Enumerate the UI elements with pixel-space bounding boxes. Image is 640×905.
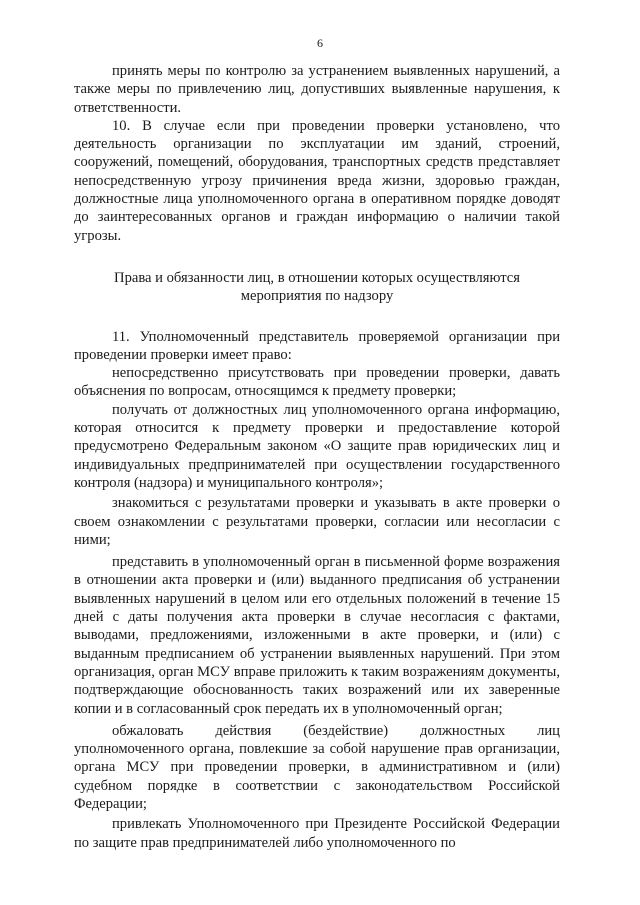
section-heading-line-1: Права и обязанности лиц, в отношении которых осуществляются <box>114 269 520 286</box>
paragraph-right-information: получать от должностных лиц уполномоченного органа информацию, которая относится к предмету проверки и предоставление которой предусмотрено Федеральным законом «О защите прав юридических лиц и индивидуальных предпринимателей при осуществлении государственного контроля (надзора) и муниципального контроля»; <box>74 401 560 491</box>
section-heading-line-2: мероприятия по надзору <box>240 288 394 305</box>
document-body <box>74 62 560 852</box>
paragraph-measures: принять меры по контролю за устранением выявленных нарушений, а также меры по привлечению лиц, допустивших выявленные нарушения, к ответственности. <box>74 63 560 116</box>
paragraph-right-ombudsman: привлекать Уполномоченного при Президенте Российской Федерации по защите прав предпринимателей либо уполномоченного по <box>74 816 560 851</box>
paragraph-right-objections: представить в уполномоченный орган в письменной форме возражения в отношении акта проверки и (или) выданного предписания об устранении выявленных нарушений в целом или его отдельных положений в течение 15 дней с даты получения акта проверки в случае несогласия с фактами, выводами, предложениями, изложенными в акте проверки, и (или) с выданным предписанием об устранении выявленных нарушений. При этом организация, орган МСУ вправе приложить к таким возражениям документы, подтверждающие обоснованность таких возражений или их заверенные копии и в согласованный срок передать их в уполномоченный орган; <box>74 554 560 717</box>
paragraph-right-appeal: обжаловать действия (бездействие) должностных лиц уполномоченного органа, повлекшие за собой нарушение прав организации, органа МСУ при проведении проверки, в административном и (или) судебном порядке в соответствии с законодательством Российской Федерации; <box>74 722 560 812</box>
paragraph-item-10: 10. В случае если при проведении проверки установлено, что деятельность организации по эксплуатации им зданий, строений, сооружений, помещений, оборудования, транспортных средств представляет непосредственную угрозу причинения вреда жизни, здоровью граждан, должностные лица уполномоченного органа в оперативном порядке доводят до заинтересованных органов и граждан информацию о наличии такой угрозы. <box>74 117 560 244</box>
paragraph-right-presence: непосредственно присутствовать при проведении проверки, давать объяснения по вопросам, относящимся к предмету проверки; <box>74 365 560 400</box>
section-heading <box>74 269 560 306</box>
paragraph-item-11: 11. Уполномоченный представитель проверяемой организации при проведении проверки имеет право: <box>74 328 560 363</box>
page-number: 6 <box>317 36 323 50</box>
paragraph-right-familiarize: знакомиться с результатами проверки и указывать в акте проверки о своем ознакомлении с результатами проверки, согласии или несогласии с ними; <box>74 495 560 548</box>
